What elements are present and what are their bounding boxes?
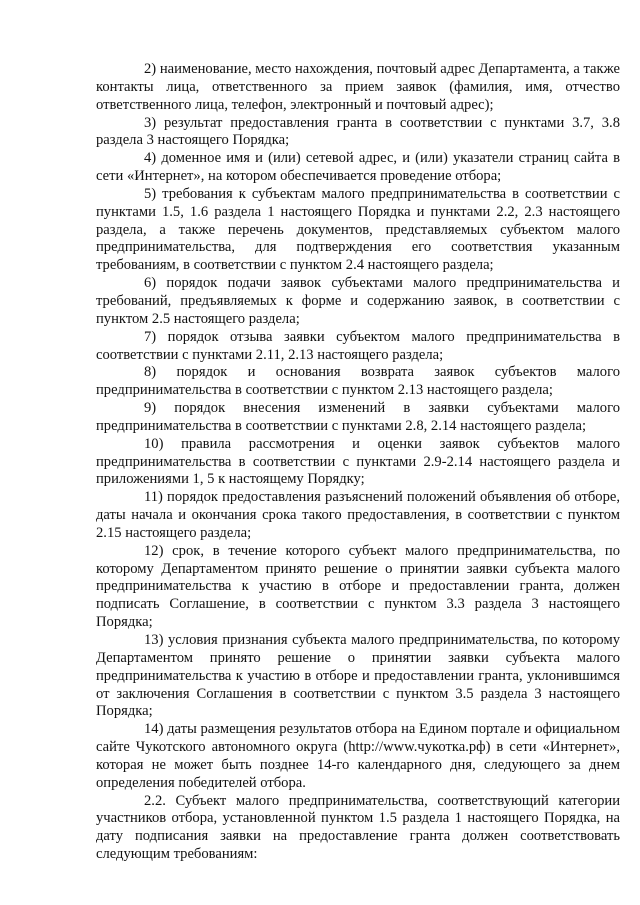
section-2-2-paragraph: 2.2. Субъект малого предпринимательства, соответствующий категории участников отбора, установленной пунктом 1.5 раздела 1 настоящего Порядка, на дату подписания заявки на предоставление гранта должен соответствовать следующим требованиям:	[96, 792, 620, 863]
list-item-6: 6) порядок подачи заявок субъектами малого предпринимательства и требований, предъявляемых к форме и содержанию заявок, в соответствии с пунктом 2.5 настоящего раздела;	[96, 275, 620, 327]
list-item-14: 14) даты размещения результатов отбора на Едином портале и официальном сайте Чукотского автономного округа (http://www.чукотка.рф) в сети «Интернет», которая не может быть позднее 14-го календарного дня, следующего за днем определения победителей отбора.	[96, 721, 620, 791]
list-item-3: 3) результат предоставления гранта в соответствии с пунктами 3.7, 3.8 раздела 3 настоящего Порядка;	[96, 114, 620, 149]
list-item-2: 2) наименование, место нахождения, почтовый адрес Департамента, а также контакты лица, ответственного за прием заявок (фамилия, имя, отчество ответственного лица, телефон, электронный и почтовый адрес);	[96, 61, 620, 113]
list-item-5: 5) требования к субъектам малого предпринимательства в соответствии с пунктами 1.5, 1.6 раздела 1 настоящего Порядка и пунктами 2.2, 2.3 настоящего раздела, а также перечень документов, представляемых субъектом малого предпринимательства, для подтверждения его соответствия указанным требованиям, в соответствии с пунктом 2.4 настоящего раздела;	[96, 185, 620, 274]
list-item-12: 12) срок, в течение которого субъект малого предпринимательства, по которому Департаментом принято решение о принятии заявки субъекта малого предпринимательства к участию в отборе и предоставлении гранта, должен подписать Соглашение, в соответствии с пунктом 3.3 раздела 3 настоящего Порядка;	[96, 542, 620, 631]
list-item-4: 4) доменное имя и (или) сетевой адрес, и (или) указатели страниц сайта в сети «Интернет», на котором обеспечивается проведение отбора;	[96, 150, 620, 185]
list-item-13: 13) условия признания субъекта малого предпринимательства, по которому Департаментом принято решение о принятии заявки субъекта малого предпринимательства к участию в отборе и предоставлении гранта, уклонившимся от заключения Соглашения в соответствии с пунктом 3.5 раздела 3 настоящего Порядка;	[96, 632, 620, 720]
list-item-10: 10) правила рассмотрения и оценки заявок субъектов малого предпринимательства в соответствии с пунктами 2.9-2.14 настоящего раздела и приложениями 1, 5 к настоящему Порядку;	[96, 435, 620, 488]
list-item-11: 11) порядок предоставления разъяснений положений объявления об отборе, даты начала и окончания срока такого предоставления, в соответствии с пунктом 2.15 настоящего раздела;	[96, 489, 620, 541]
list-item-9: 9) порядок внесения изменений в заявки субъектами малого предпринимательства в соответствии с пунктами 2.8, 2.14 настоящего раздела;	[96, 400, 620, 434]
list-item-7: 7) порядок отзыва заявки субъектом малого предпринимательства в соответствии с пунктами 2.11, 2.13 настоящего раздела;	[96, 328, 620, 363]
document-body	[96, 61, 620, 864]
list-item-8: 8) порядок и основания возврата заявок субъектов малого предпринимательства в соответствии с пунктом 2.13 настоящего раздела;	[96, 364, 620, 399]
